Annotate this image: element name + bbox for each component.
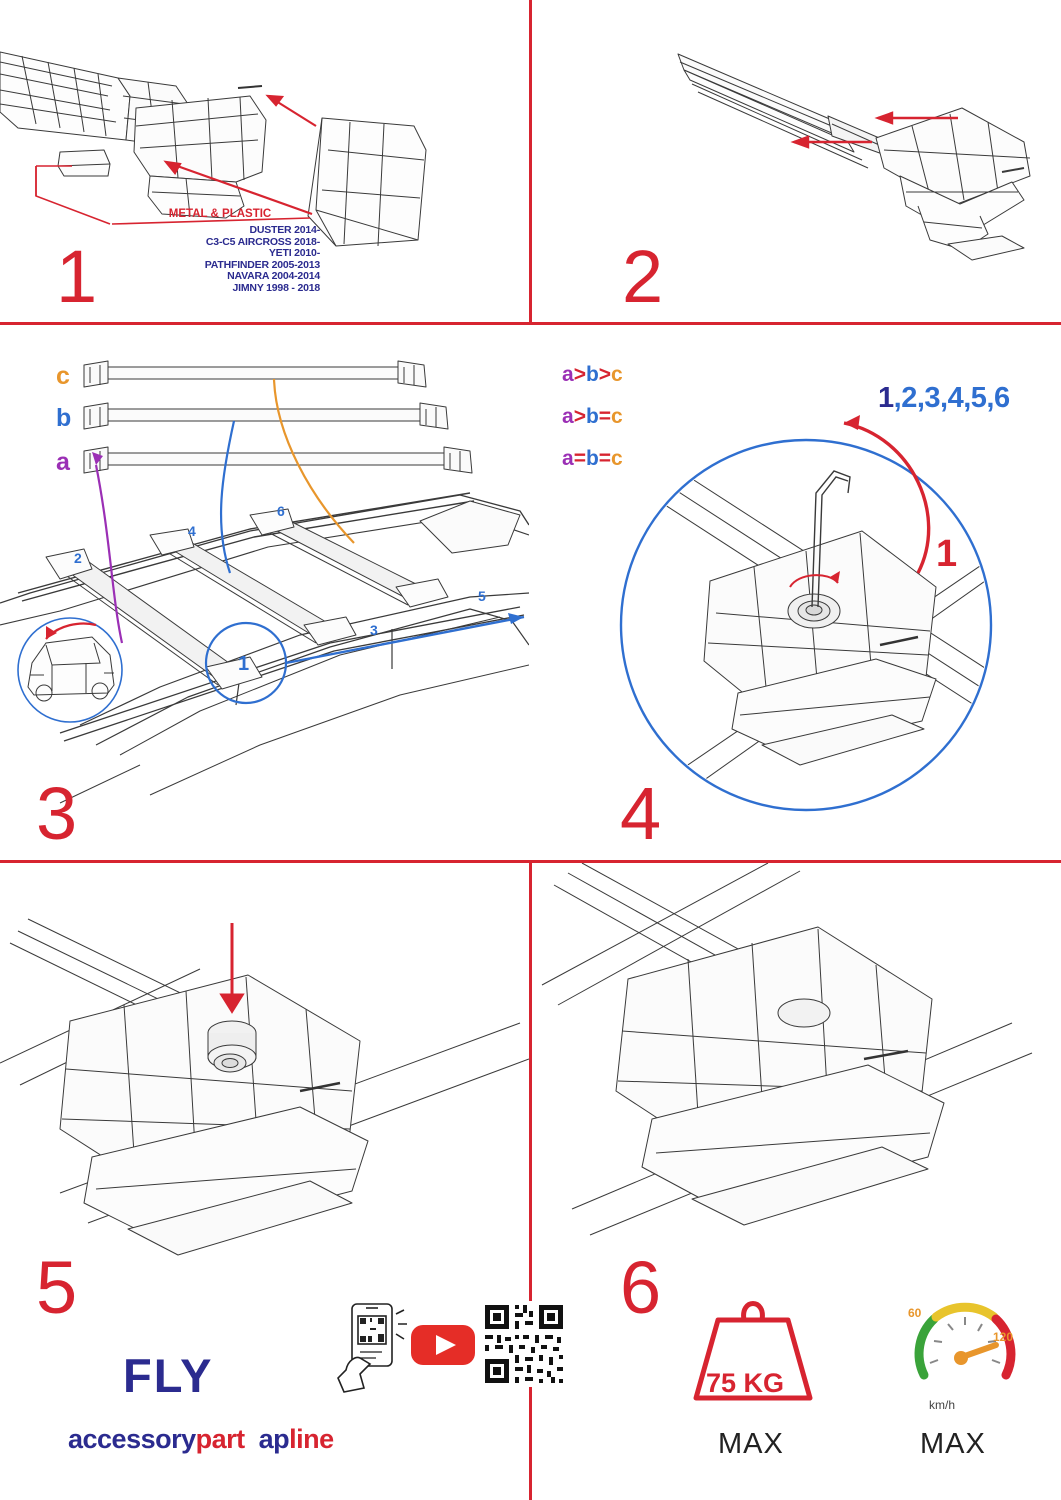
eq3-b: b	[585, 447, 599, 470]
brand-accessory: accessory	[68, 1424, 196, 1454]
step-2-illustration	[532, 0, 1061, 322]
step-5-illustration	[0, 863, 529, 1283]
vehicle-item: JIMNY 1998 - 2018	[232, 281, 320, 294]
youtube-icon[interactable]	[410, 1321, 476, 1369]
eq1-a: a	[562, 363, 574, 386]
gauge-tick-60: 60	[908, 1306, 922, 1320]
eq2-op2: =	[598, 405, 612, 428]
weight-value: 75 KG	[706, 1368, 785, 1398]
tighten-order-rest: ,2,3,4,5,6	[893, 382, 1010, 414]
step-number-5: 5	[36, 1246, 76, 1329]
step-number-2: 2	[622, 235, 662, 318]
eq1-op2: >	[598, 363, 612, 386]
eq3-a: a	[562, 447, 574, 470]
panel-step-4	[532, 325, 1061, 860]
eq3-op2: =	[598, 447, 612, 470]
callout-3: 3	[370, 622, 378, 638]
brand-line-word: line	[289, 1424, 334, 1454]
eq3-c: c	[611, 447, 623, 470]
eq2-a: a	[562, 405, 574, 428]
step-number-6: 6	[620, 1246, 660, 1329]
step-6-illustration	[532, 863, 1061, 1283]
brand-lockup	[68, 1424, 334, 1455]
panel-step-6	[532, 863, 1061, 1500]
eq3-op1: =	[573, 447, 586, 470]
vehicle-item: PATHFINDER 2005-2013	[204, 258, 320, 271]
step-number-3: 3	[36, 772, 76, 855]
callout-5: 5	[478, 588, 486, 604]
eq1-c: c	[611, 363, 623, 386]
qr-scan-phone-icon[interactable]	[330, 1298, 410, 1398]
panel-step-1	[0, 0, 529, 322]
callout-6: 6	[277, 503, 285, 519]
bar-label-c: c	[56, 362, 70, 390]
speed-unit-label: km/h	[929, 1398, 956, 1412]
vehicle-item: YETI 2010-	[268, 247, 320, 259]
callout-2: 2	[74, 550, 82, 566]
panel-step-3	[0, 325, 529, 860]
callout-step1-big: 1	[936, 533, 958, 575]
vehicle-item: C3-C5 AIRCROSS 2018-	[205, 235, 320, 248]
eq2-c: c	[611, 405, 623, 428]
step-number-4: 4	[620, 772, 660, 855]
weight-max-label: MAX	[718, 1428, 784, 1460]
panel-step-5	[0, 863, 529, 1500]
tighten-order-first: 1	[878, 382, 894, 414]
vehicle-list	[100, 225, 320, 294]
brand-fly: FLY	[123, 1349, 214, 1402]
brand-ap: ap	[258, 1424, 290, 1454]
gauge-tick-120: 120	[993, 1330, 1014, 1344]
eq2-op1: >	[573, 405, 586, 428]
callout-4: 4	[188, 523, 196, 539]
callout-1: 1	[238, 653, 250, 675]
speed-max-label: MAX	[920, 1428, 986, 1460]
brand-part: part	[195, 1424, 245, 1454]
bar-label-a: a	[56, 448, 70, 476]
eq1-op1: >	[573, 363, 586, 386]
eq2-b: b	[585, 405, 599, 428]
step-number-1: 1	[56, 235, 96, 318]
vehicle-item: NAVARA 2004-2014	[227, 270, 320, 282]
vehicle-item: DUSTER 2014-	[249, 224, 320, 236]
eq1-b: b	[585, 363, 599, 386]
material-note: METAL & PLASTIC	[168, 208, 272, 220]
tighten-order-label	[878, 382, 1010, 415]
panel-step-2	[532, 0, 1061, 322]
bar-label-b: b	[56, 404, 72, 432]
step-3-illustration	[0, 325, 529, 860]
